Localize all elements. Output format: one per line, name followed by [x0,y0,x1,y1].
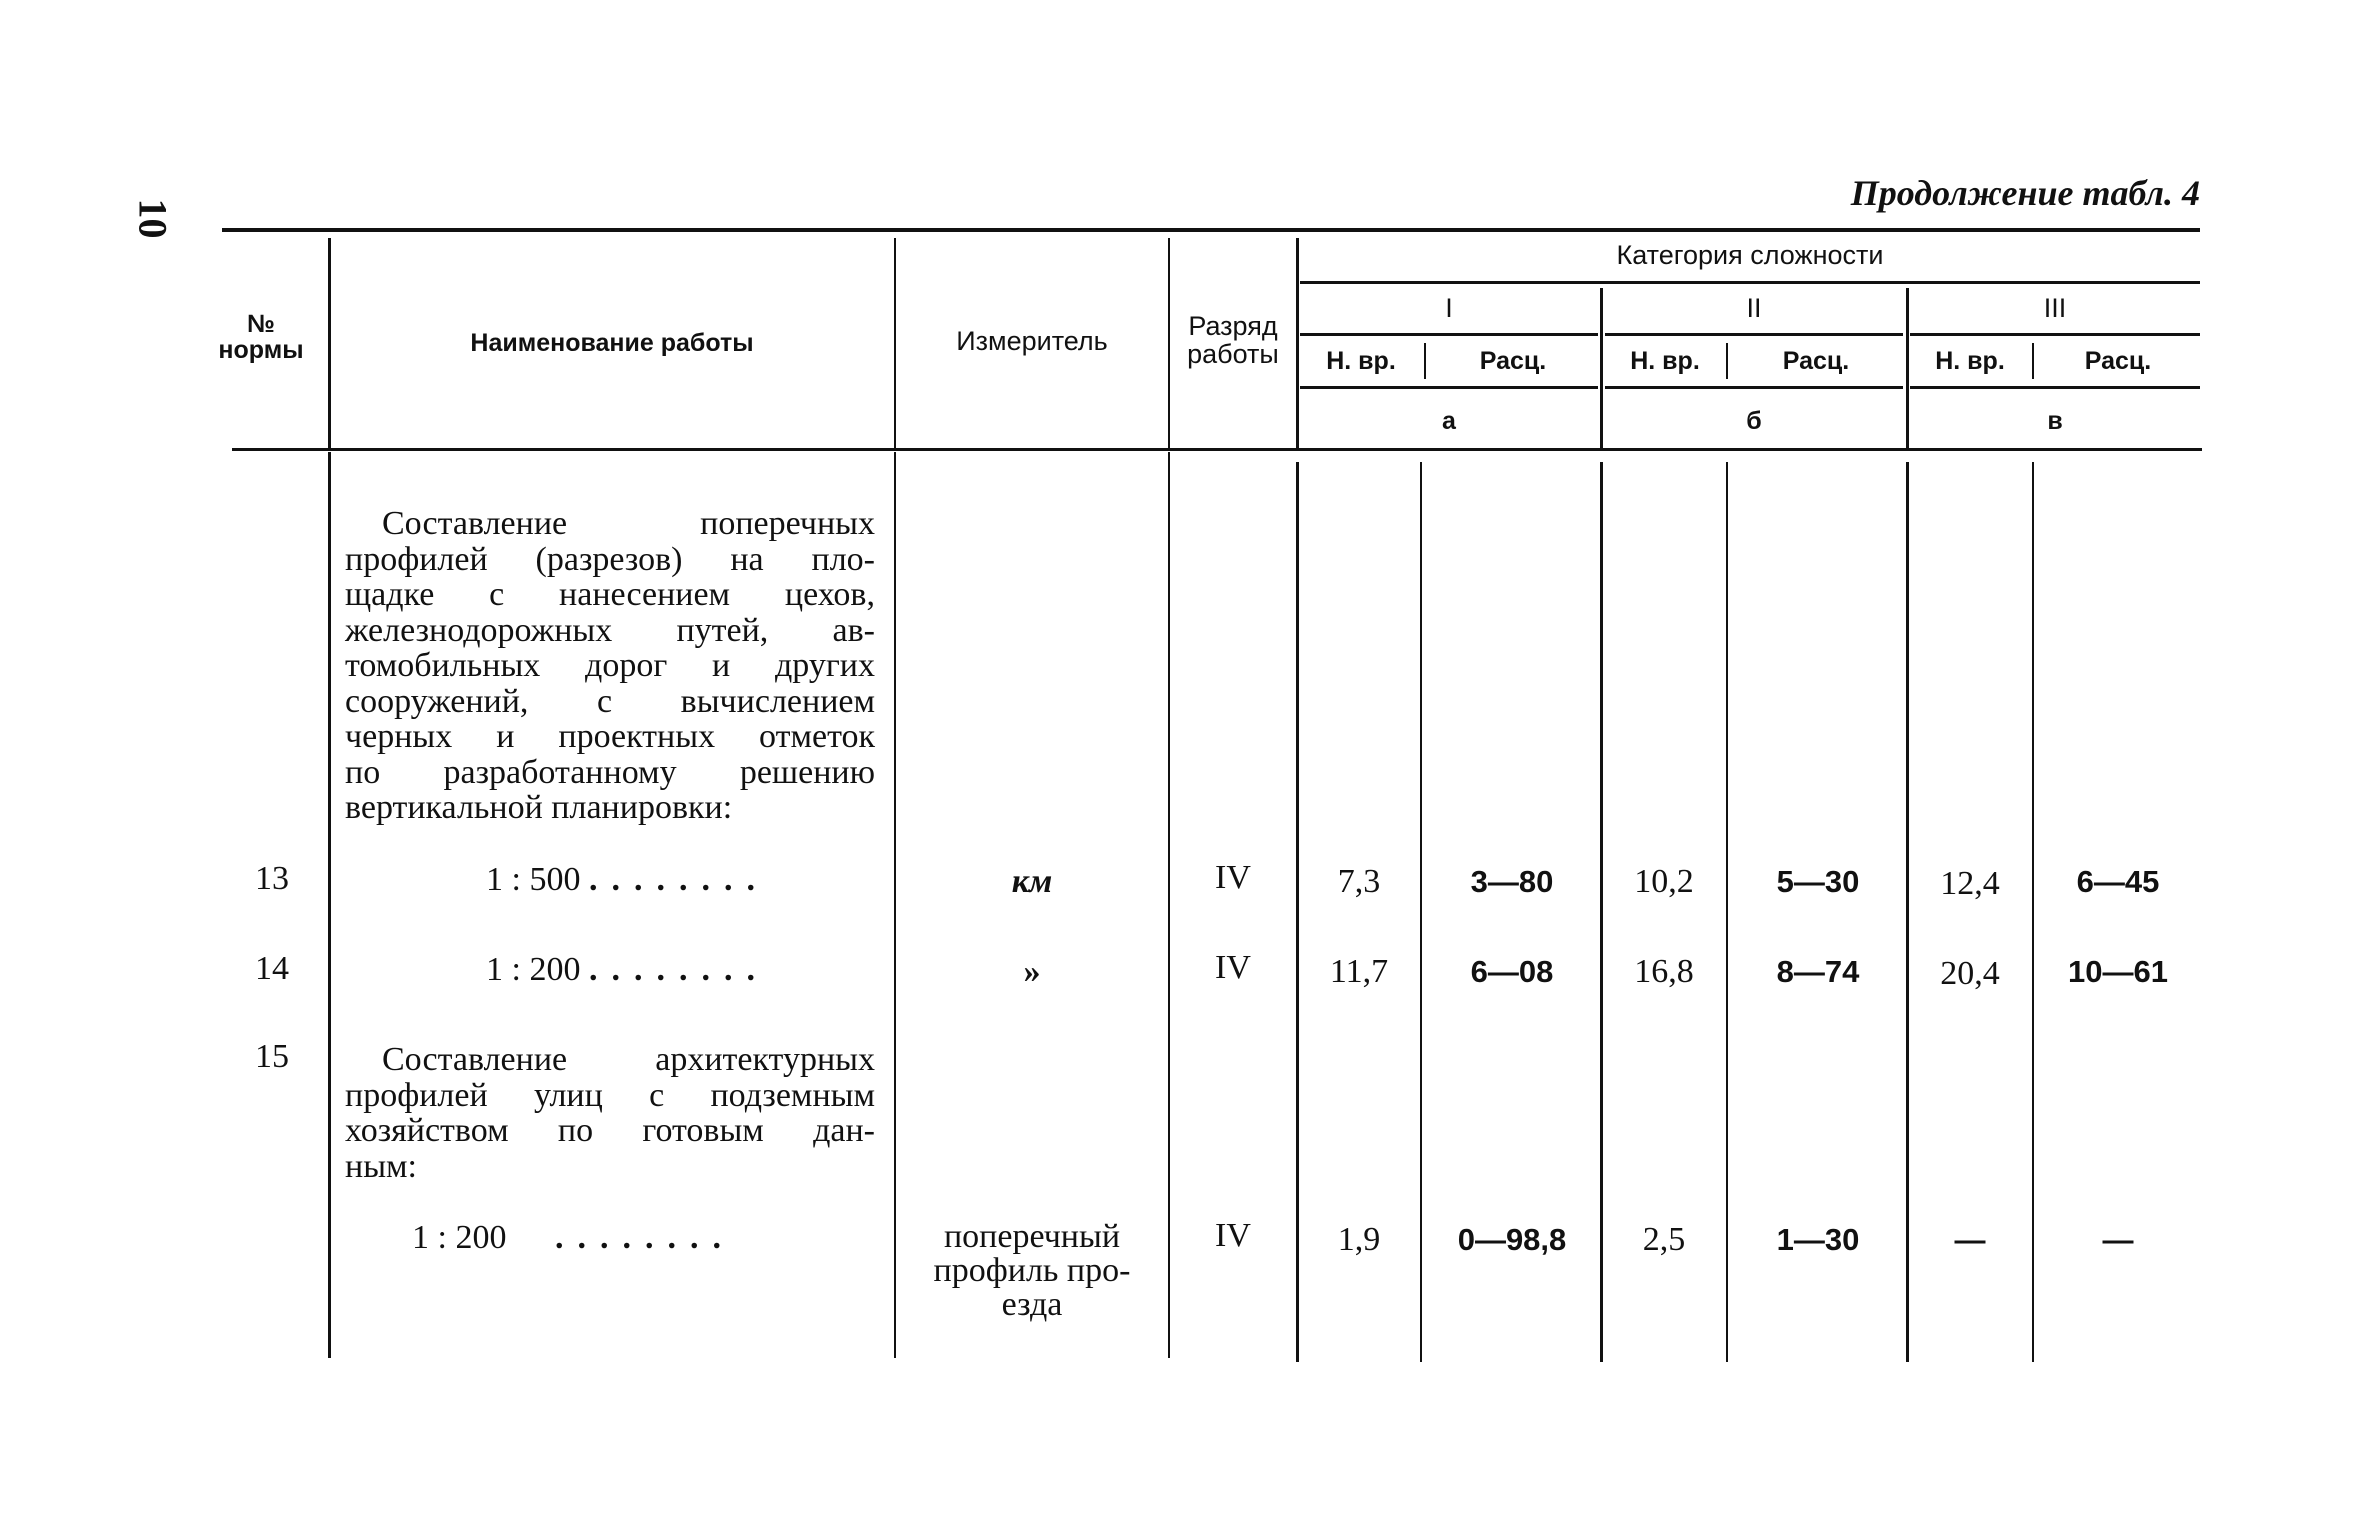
header-category-roman: III [2043,293,2067,323]
description-line: сооружений, с вычислением [345,682,875,720]
description-line: вертикальной планировки: [345,789,733,826]
header-category: Категория сложности [1616,240,1884,270]
cell-rate-3: 10—61 [2068,954,2168,989]
row-unit [900,1220,1164,1322]
cell-time-norm-2: 10,2 [1634,863,1694,900]
row-scale [412,1220,876,1256]
section-description [345,506,875,826]
scale-value: 1 : 200 [486,951,581,988]
leader-dots: ........ [588,861,769,898]
description-line: хозяйством по готовым дан- [345,1112,875,1149]
cell-rate-1: 3—80 [1470,864,1554,899]
cell-rate-2: 8—74 [1776,954,1860,989]
leader-dots: ........ [588,951,769,988]
row-unit: км [1011,863,1053,900]
header-rate: Расц. [1782,347,1850,375]
scale-value: 1 : 500 [486,861,581,898]
cell-time-norm-3: — [1954,1222,1986,1257]
page-number: 10 [130,198,176,239]
header-work-name: Наименование работы [470,329,754,357]
header-norm-number: № нормы [218,310,304,364]
header-time-norm: Н. вр. [1630,347,1700,375]
cell-time-norm-3: 20,4 [1940,955,2000,992]
row-grade: IV [1215,949,1251,986]
row-grade: IV [1215,1217,1251,1254]
header-category-letter: а [1442,407,1456,435]
header-category-roman: II [1746,293,1762,323]
cell-time-norm-1: 1,9 [1337,1221,1381,1258]
cell-time-norm-1: 7,3 [1337,863,1381,900]
cell-rate-2: 1—30 [1776,1222,1860,1257]
section-description [345,1042,875,1184]
header-unit: Измеритель [956,326,1108,356]
cell-time-norm-2: 2,5 [1642,1221,1686,1258]
header-time-norm: Н. вр. [1326,347,1396,375]
header-rate: Расц. [1479,347,1547,375]
description-line: черных и проектных отметок [345,718,875,755]
cell-time-norm-3: 12,4 [1940,865,2000,902]
unit-line: езда [1001,1286,1063,1323]
description-line: Составление архитектурных [382,1041,875,1078]
header-category-letter: в [2047,407,2063,435]
unit-line: поперечный [943,1218,1121,1255]
table-continuation-caption: Продолжение табл. 4 [1850,173,2200,213]
row-unit: » [1023,953,1041,990]
description-line: железнодорожных путей, ав- [345,611,875,649]
description-line: томобильных дорог и других [345,647,875,684]
cell-rate-3: — [2102,1222,2134,1257]
description-line: ным: [345,1147,418,1185]
row-number: 13 [255,860,289,897]
header-category-letter: б [1746,407,1762,435]
cell-rate-1: 6—08 [1470,954,1554,989]
row-scale [486,952,876,988]
cell-time-norm-2: 16,8 [1634,953,1694,990]
row-grade: IV [1215,859,1251,896]
description-line: профилей улиц с подземным [345,1076,875,1114]
description-line: профилей (разрезов) на пло- [345,540,875,578]
header-category-roman: I [1445,293,1453,323]
row-number: 15 [255,1038,289,1075]
row-scale [486,862,876,898]
description-line: щадке с нанесением цехов, [345,576,875,613]
scale-value: 1 : 200 [412,1219,507,1256]
description-line: Составление поперечных [382,505,875,542]
cell-time-norm-1: 11,7 [1329,953,1389,990]
cell-rate-3: 6—45 [2076,864,2160,899]
header-time-norm: Н. вр. [1935,347,2005,375]
cell-rate-1: 0—98,8 [1457,1222,1567,1257]
unit-line: профиль про- [933,1252,1131,1289]
leader-dots: ........ [554,1219,735,1256]
header-rate: Расц. [2084,347,2152,375]
header-grade: Разряд работы [1187,311,1279,369]
description-line: по разработанному решению [345,753,875,791]
cell-rate-2: 5—30 [1776,864,1860,899]
row-number: 14 [255,950,289,987]
